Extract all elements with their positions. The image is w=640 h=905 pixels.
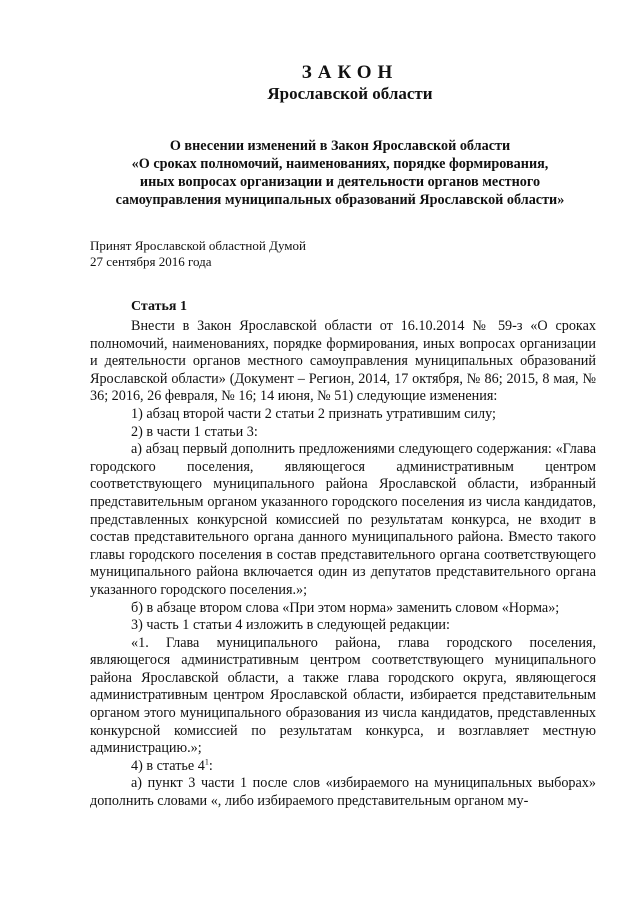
amendment-quote: «1. Глава муниципального района, глава городского поселения, являющегося административным центром соответствующего муниципального района Ярославской области, а также глава городского округа, являющегося административным центром Ярославской области, избирается представительным органом этого муниципального образования из числа кандидатов, представленных конкурсной комиссией по результатам конкурса, и возглавляет местную администрацию.»; <box>90 634 596 757</box>
superscript: 1 <box>204 757 209 767</box>
amendment-item: 2) в части 1 статьи 3: <box>131 423 258 440</box>
region-heading: Ярославской области <box>267 84 433 103</box>
subject-line: «О сроках полномочий, наименованиях, порядке формирования, <box>131 156 549 172</box>
article-body <box>90 318 596 811</box>
amendment-item: 3) часть 1 статьи 4 изложить в следующей редакции: <box>131 617 450 634</box>
amendment-subitem: б) в абзаце втором слова «При этом норма» заменить словом «Норма»; <box>131 599 560 616</box>
subject-line: О внесении изменений в Закон Ярославской области <box>169 138 511 154</box>
article-title: Статья 1 <box>131 299 187 314</box>
law-heading: ЗАКОН <box>301 62 399 83</box>
adoption-note <box>90 238 490 270</box>
amendment-item <box>90 758 596 776</box>
article-intro: Внести в Закон Ярославской области от 16.10.2014 № 59-з «О сроках полномочий, наименованиях, порядке формирования, иных вопросах организации и деятельности органов местного самоуправления муниципальных образований Ярославской области» (Документ – Регион, 2014, 17 октября, № 86; 2015, 8 мая, № 36; 2016, 26 февраля, № 16; 14 июня, № 51) следующие изменения: <box>90 318 596 405</box>
amendment-subitem: а) абзац первый дополнить предложениями следующего содержания: «Глава городского поселения, являющегося административным центром соответствующего муниципального района Ярославской области, избранный представительным органом указанного городского поселения из числа кандидатов, представленных конкурсной комиссией по результатам конкурса, не входит в состав представительного органа данного муниципального района. Вместо такого главы городского поселения в состав представительного органа соответствующего муниципального района включается один из депутатов представительного органа указанного городского поселения.»; <box>90 441 596 598</box>
item-text: 4) в статье 4 <box>131 757 205 774</box>
subject-line: самоуправления муниципальных образований Ярославской области» <box>115 192 565 208</box>
adoption-line: Принят Ярославской областной Думой <box>90 238 306 253</box>
item-text: : <box>208 757 213 774</box>
amendment-subitem: а) пункт 3 части 1 после слов «избираемого на муниципальных выборах» дополнить словами «, либо избираемого представительным органом му- <box>90 775 596 810</box>
subject-line: иных вопросах организации и деятельности органов местного <box>139 174 541 190</box>
adoption-date: 27 сентября 2016 года <box>90 254 212 269</box>
amendment-item: 1) абзац второй части 2 статьи 2 признать утратившим силу; <box>131 405 496 422</box>
law-subject <box>90 137 590 209</box>
